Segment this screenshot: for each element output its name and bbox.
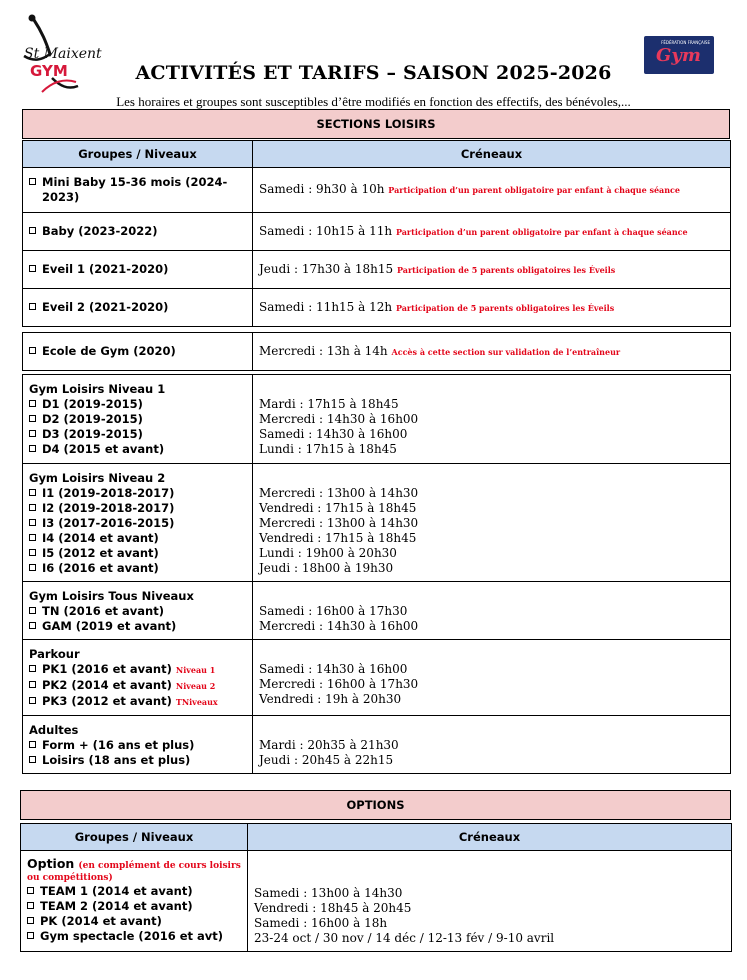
slot-text: Samedi : 11h15 à 12h	[259, 299, 393, 314]
options-band-table	[20, 790, 731, 820]
slot-text: Samedi : 9h30 à 10h	[259, 182, 385, 196]
slot-text: Samedi : 14h30 à 16h00	[259, 427, 408, 441]
option-note: (en complément de cours loisirs	[78, 861, 241, 871]
loisirs-levels-table	[22, 374, 731, 774]
section-band-loisirs: SECTIONS LOISIRS	[23, 110, 730, 139]
slot-cell	[253, 716, 731, 774]
slot-cell	[253, 582, 731, 640]
slot-cell	[253, 213, 731, 251]
group-label: Gym spectacle (2016 et avt)	[40, 929, 224, 943]
group-label: PK2 (2014 et avant)	[42, 678, 172, 692]
slot-cell	[253, 375, 731, 464]
checkbox-icon[interactable]	[29, 489, 36, 496]
group-cell	[23, 251, 253, 289]
checkbox-icon[interactable]	[29, 504, 36, 511]
checkbox-icon[interactable]	[29, 445, 36, 452]
table-row	[21, 851, 732, 952]
page-title: ACTIVITÉS ET TARIFS – SAISON 2025-2026	[135, 62, 612, 84]
checkbox-icon[interactable]	[27, 917, 34, 924]
level-tag: TNiveaux	[175, 697, 218, 707]
slot-text: Mercredi : 13h00 à 14h30	[259, 516, 419, 530]
group-label: D1 (2019-2015)	[42, 397, 143, 411]
group-label: TEAM 2 (2014 et avant)	[40, 899, 193, 913]
level-tag: Niveau 2	[175, 681, 216, 691]
block-title: Parkour	[29, 647, 80, 661]
group-label: I3 (2017-2016-2015)	[42, 516, 175, 530]
checkbox-icon[interactable]	[29, 607, 36, 614]
checkbox-icon[interactable]	[29, 534, 36, 541]
slot-cell	[253, 640, 731, 716]
group-cell	[23, 375, 253, 464]
group-label: Baby (2023-2022)	[42, 224, 158, 238]
section-band-options: OPTIONS	[21, 791, 731, 820]
slot-cell	[253, 333, 731, 371]
group-label: D2 (2019-2015)	[42, 412, 143, 426]
group-label: PK3 (2012 et avant)	[42, 694, 172, 708]
group-label: PK (2014 et avant)	[40, 914, 162, 928]
group-label: I4 (2014 et avant)	[42, 531, 159, 545]
group-cell	[23, 464, 253, 582]
slot-text: Jeudi : 18h00 à 19h30	[259, 561, 394, 575]
page-subtitle: Les horaires et groupes sont susceptibles d’être modifiés en fonction des effectifs, des bénévoles,...	[116, 94, 631, 109]
col-header-slots: Créneaux	[253, 141, 731, 168]
group-label: Form + (16 ans et plus)	[42, 738, 195, 752]
svg-text:St Maixent: St Maixent	[24, 46, 102, 62]
table-row	[23, 464, 731, 582]
slot-text: Mercredi : 13h à 14h	[259, 343, 388, 358]
group-cell	[21, 851, 248, 952]
col-header-groups: Groupes / Niveaux	[21, 824, 248, 851]
group-label: D3 (2019-2015)	[42, 427, 143, 441]
options-schedule-table	[20, 823, 732, 952]
slot-note: Accès à cette section sur validation de l’entraîneur	[391, 346, 621, 357]
group-label: I1 (2019-2018-2017)	[42, 486, 175, 500]
group-cell	[23, 213, 253, 251]
checkbox-icon[interactable]	[29, 756, 36, 763]
checkbox-icon[interactable]	[29, 415, 36, 422]
checkbox-icon[interactable]	[29, 430, 36, 437]
checkbox-icon[interactable]	[29, 178, 36, 185]
checkbox-icon[interactable]	[29, 564, 36, 571]
slot-text: Vendredi : 19h à 20h30	[259, 692, 402, 706]
checkbox-icon[interactable]	[27, 932, 34, 939]
group-label: I5 (2012 et avant)	[42, 546, 159, 560]
slot-note: Participation de 5 parents obligatoires les Éveils	[396, 264, 616, 275]
group-label: I6 (2016 et avant)	[42, 561, 159, 575]
checkbox-icon[interactable]	[29, 681, 36, 688]
slot-text: Samedi : 10h15 à 11h	[259, 223, 393, 238]
slot-text: Jeudi : 20h45 à 22h15	[259, 753, 394, 767]
slot-cell	[253, 464, 731, 582]
slot-text: Vendredi : 17h15 à 18h45	[259, 531, 417, 545]
slot-text: Lundi : 19h00 à 20h30	[259, 546, 397, 560]
checkbox-icon[interactable]	[29, 665, 36, 672]
col-header-slots: Créneaux	[248, 824, 732, 851]
slot-text: Samedi : 13h00 à 14h30	[254, 886, 403, 900]
checkbox-icon[interactable]	[29, 549, 36, 556]
block-title: Adultes	[29, 723, 79, 737]
group-cell	[23, 640, 253, 716]
block-title: Gym Loisirs Niveau 2	[29, 471, 166, 485]
group-label: Eveil 1 (2021-2020)	[42, 262, 169, 276]
slot-text: 23-24 oct / 30 nov / 14 déc / 12-13 fév / 9-10 avril	[254, 931, 555, 945]
table-row	[23, 289, 731, 327]
slot-text: Samedi : 16h00 à 18h	[254, 916, 388, 930]
checkbox-icon[interactable]	[27, 902, 34, 909]
group-label: 2023)	[42, 190, 80, 204]
slot-cell	[253, 251, 731, 289]
svg-text:GYM: GYM	[30, 62, 68, 80]
group-label: D4 (2015 et avant)	[42, 442, 165, 456]
option-title: Option	[27, 856, 75, 871]
slot-note: Participation d’un parent obligatoire par enfant à chaque séance	[388, 185, 680, 195]
level-tag: Niveau 1	[175, 665, 216, 675]
checkbox-icon[interactable]	[29, 400, 36, 407]
slot-text: Vendredi : 18h45 à 20h45	[254, 901, 412, 915]
federation-logo-caption: FÉDÉRATION FRANÇAISE	[661, 40, 710, 45]
loisirs-band-table	[22, 109, 730, 139]
table-row	[23, 375, 731, 464]
table-row	[23, 582, 731, 640]
group-label: Loisirs (18 ans et plus)	[42, 753, 191, 767]
group-cell	[23, 333, 253, 371]
slot-cell	[248, 851, 732, 952]
group-cell	[23, 582, 253, 640]
group-label: Eveil 2 (2021-2020)	[42, 300, 169, 314]
checkbox-icon[interactable]	[29, 303, 36, 310]
group-label: GAM (2019 et avant)	[42, 619, 177, 633]
checkbox-icon[interactable]	[29, 265, 36, 272]
table-row	[23, 251, 731, 289]
slot-text: Mardi : 20h35 à 21h30	[259, 738, 399, 752]
group-label: Ecole de Gym (2020)	[42, 344, 176, 358]
loisirs-schedule-table	[22, 140, 731, 327]
checkbox-icon[interactable]	[29, 519, 36, 526]
block-title: Gym Loisirs Tous Niveaux	[29, 589, 194, 603]
checkbox-icon[interactable]	[29, 622, 36, 629]
checkbox-icon[interactable]	[29, 227, 36, 234]
block-title: Gym Loisirs Niveau 1	[29, 382, 166, 396]
option-note: ou compétitions)	[27, 873, 113, 883]
slot-text: Mardi : 17h15 à 18h45	[259, 397, 399, 411]
checkbox-icon[interactable]	[29, 741, 36, 748]
group-label: I2 (2019-2018-2017)	[42, 501, 175, 515]
table-row	[23, 716, 731, 774]
group-cell	[23, 289, 253, 327]
slot-text: Vendredi : 17h15 à 18h45	[259, 501, 417, 515]
slot-text: Mercredi : 16h00 à 17h30	[259, 677, 419, 691]
table-row	[23, 640, 731, 716]
slot-text: Samedi : 14h30 à 16h00	[259, 662, 408, 676]
col-header-groups: Groupes / Niveaux	[23, 141, 253, 168]
slot-text: Mercredi : 13h00 à 14h30	[259, 486, 419, 500]
group-cell	[23, 716, 253, 774]
slot-text: Mercredi : 14h30 à 16h00	[259, 619, 419, 633]
table-row	[23, 168, 731, 213]
slot-text: Samedi : 16h00 à 17h30	[259, 604, 408, 618]
slot-text: Mercredi : 14h30 à 16h00	[259, 412, 419, 426]
slot-text: Lundi : 17h15 à 18h45	[259, 442, 397, 456]
checkbox-icon[interactable]	[29, 697, 36, 704]
checkbox-icon[interactable]	[29, 347, 36, 354]
club-logo	[12, 12, 102, 100]
group-label: PK1 (2016 et avant)	[42, 662, 172, 676]
ecole-table	[22, 332, 731, 371]
checkbox-icon[interactable]	[27, 887, 34, 894]
slot-cell	[253, 289, 731, 327]
group-label: TN (2016 et avant)	[42, 604, 164, 618]
slot-note: Participation de 5 parents obligatoires les Éveils	[395, 302, 615, 313]
slot-text: Jeudi : 17h30 à 18h15	[259, 261, 394, 276]
group-label: Mini Baby 15-36 mois (2024-	[42, 175, 228, 189]
federation-logo-text: Gym	[656, 45, 701, 66]
table-row	[23, 333, 731, 371]
slot-note: Participation d’un parent obligatoire par enfant à chaque séance	[395, 226, 688, 237]
group-cell	[23, 168, 253, 213]
group-label: TEAM 1 (2014 et avant)	[40, 884, 193, 898]
table-row	[23, 213, 731, 251]
slot-cell	[253, 168, 731, 213]
